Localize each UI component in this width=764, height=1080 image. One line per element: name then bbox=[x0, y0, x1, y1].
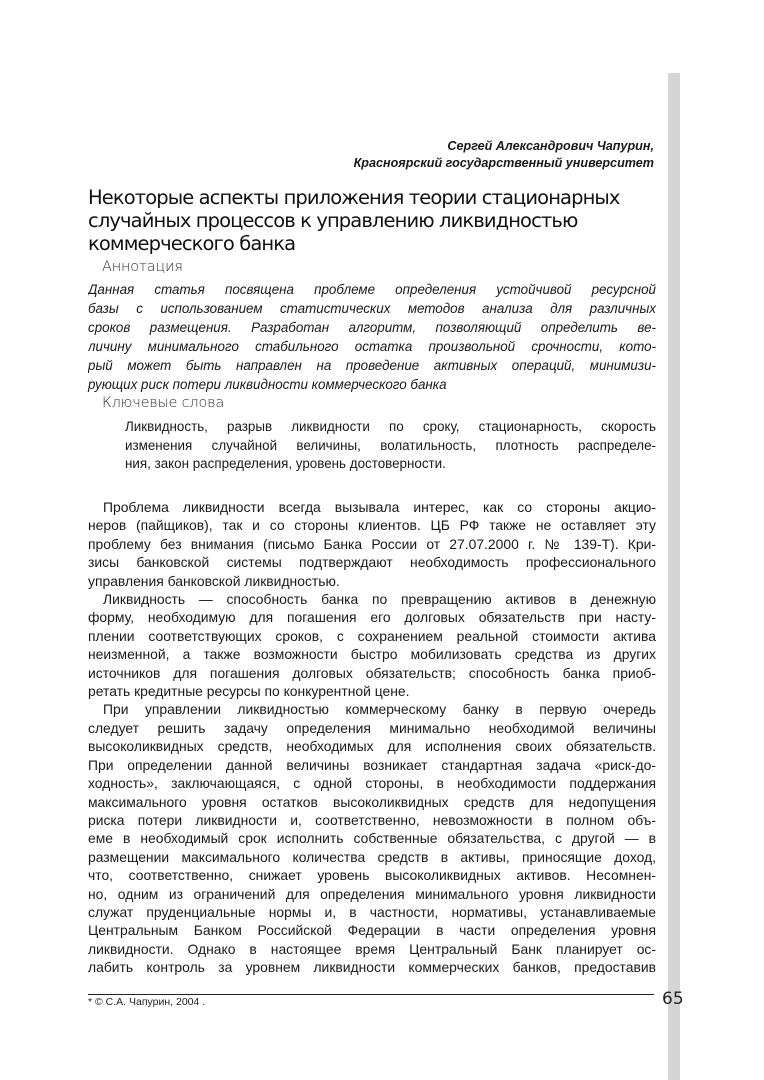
footnote-divider bbox=[88, 994, 654, 995]
author-affiliation: Красноярский государственный университет bbox=[353, 156, 654, 170]
page-edge-bar bbox=[668, 73, 680, 1080]
body-line: Центральным Банком Российской Федерации в части определения уровня bbox=[88, 922, 656, 939]
body-line: ретать кредитные ресурсы по конкурентной цене. bbox=[88, 683, 410, 700]
footnote: * © С.А. Чапурин, 2004 . bbox=[88, 996, 206, 1008]
body-line: максимального уровня остатков высоколиквидных средств для недопущения bbox=[88, 793, 656, 810]
abstract-line: базы с использованием статистических методов анализа для различных bbox=[88, 301, 656, 316]
keywords-label: Ключевые слова bbox=[102, 395, 225, 411]
body-line: неров (пайщиков), так и со стороны клиентов. ЦБ РФ также не оставляет эту bbox=[88, 517, 656, 534]
abstract-line: Данная статья посвящена проблеме определения устойчивой ресурсной bbox=[88, 282, 656, 297]
body-line: служат пруденциальные нормы и, в частности, нормативы, устанавливаемые bbox=[88, 903, 656, 920]
body-line: ходность», заключающаяся, с одной стороны, в необходимости поддержания bbox=[88, 775, 656, 792]
body-line: Ликвидность — способность банка по превращению активов в денежную bbox=[103, 591, 656, 608]
body-line: При определении данной величины возникает стандартная задача «риск-до- bbox=[88, 756, 656, 773]
body-line: следует решить задачу определения минимально необходимой величины bbox=[88, 719, 656, 736]
body-line: что, соответственно, снижает уровень высоколиквидных активов. Несомнен- bbox=[88, 867, 656, 884]
article-body bbox=[88, 498, 656, 977]
body-line: плении соответствующих сроков, с сохранением реальной стоимости актива bbox=[88, 627, 656, 644]
abstract-line: личину минимального стабильного остатка произвольной срочности, кото- bbox=[88, 339, 656, 354]
body-line: еме в необходимый срок исполнить собственные обязательства, с другой — в bbox=[88, 830, 656, 847]
abstract-line: рующих риск потери ликвидности коммерческого банка bbox=[88, 377, 447, 392]
body-line: При управлении ликвидностью коммерческому банку в первую очередь bbox=[103, 701, 656, 718]
keywords-text bbox=[125, 418, 656, 474]
body-line: но, одним из ограничений для определения минимального уровня ликвидности bbox=[88, 885, 656, 902]
abstract-line: сроков размещения. Разработан алгоритм, позволяющий определить ве- bbox=[88, 320, 656, 335]
keywords-line: изменения случайной величины, волатильность, плотность распределе- bbox=[125, 437, 656, 453]
article-title bbox=[88, 186, 648, 255]
abstract-line: рый может быть направлен на проведение активных операций, минимизи- bbox=[88, 358, 656, 373]
keywords-line: Ликвидность, разрыв ликвидности по сроку, стационарность, скорость bbox=[125, 419, 656, 434]
author-block bbox=[174, 138, 654, 172]
body-line: ликвидности. Однако в настоящее время Центральный Банк планирует ос- bbox=[88, 940, 656, 957]
abstract-text bbox=[88, 280, 656, 394]
body-line: размещении максимального количества средств в активы, приносящие доход, bbox=[88, 848, 656, 865]
keywords-line: ния, закон распределения, уровень достоверности. bbox=[125, 456, 446, 471]
body-line: форму, необходимую для погашения его долговых обязательств при насту- bbox=[88, 609, 656, 626]
title-line: Некоторые аспекты приложения теории стационарных bbox=[88, 186, 620, 209]
title-line: случайных процессов к управлению ликвидностью bbox=[88, 209, 578, 232]
body-line: риска потери ликвидности и, соответственно, невозможности в полном объ- bbox=[88, 811, 656, 828]
abstract-label: Аннотация bbox=[102, 259, 183, 275]
body-line: Проблема ликвидности всегда вызывала интерес, как со стороны акцио- bbox=[103, 499, 656, 515]
body-line: источников для погашения долговых обязательств; способность банка приоб- bbox=[88, 664, 656, 681]
page-number: 65 bbox=[662, 989, 684, 1009]
title-line: коммерческого банка bbox=[88, 232, 296, 255]
body-line: зисы банковской системы подтверждают необходимость профессионального bbox=[88, 554, 656, 571]
author-name: Сергей Александрович Чапурин, bbox=[447, 139, 654, 153]
body-line: лабить контроль за уровнем ликвидности коммерческих банков, предоставив bbox=[88, 959, 656, 976]
body-line: управления банковской ликвидностью. bbox=[88, 572, 340, 589]
body-line: высоколиквидных средств, необходимых для исполнения своих обязательств. bbox=[88, 738, 656, 755]
body-line: неизменной, а также возможности быстро мобилизовать средства из других bbox=[88, 646, 656, 663]
body-line: проблему без внимания (письмо Банка России от 27.07.2000 г. № 139-Т). Кри- bbox=[88, 535, 656, 552]
